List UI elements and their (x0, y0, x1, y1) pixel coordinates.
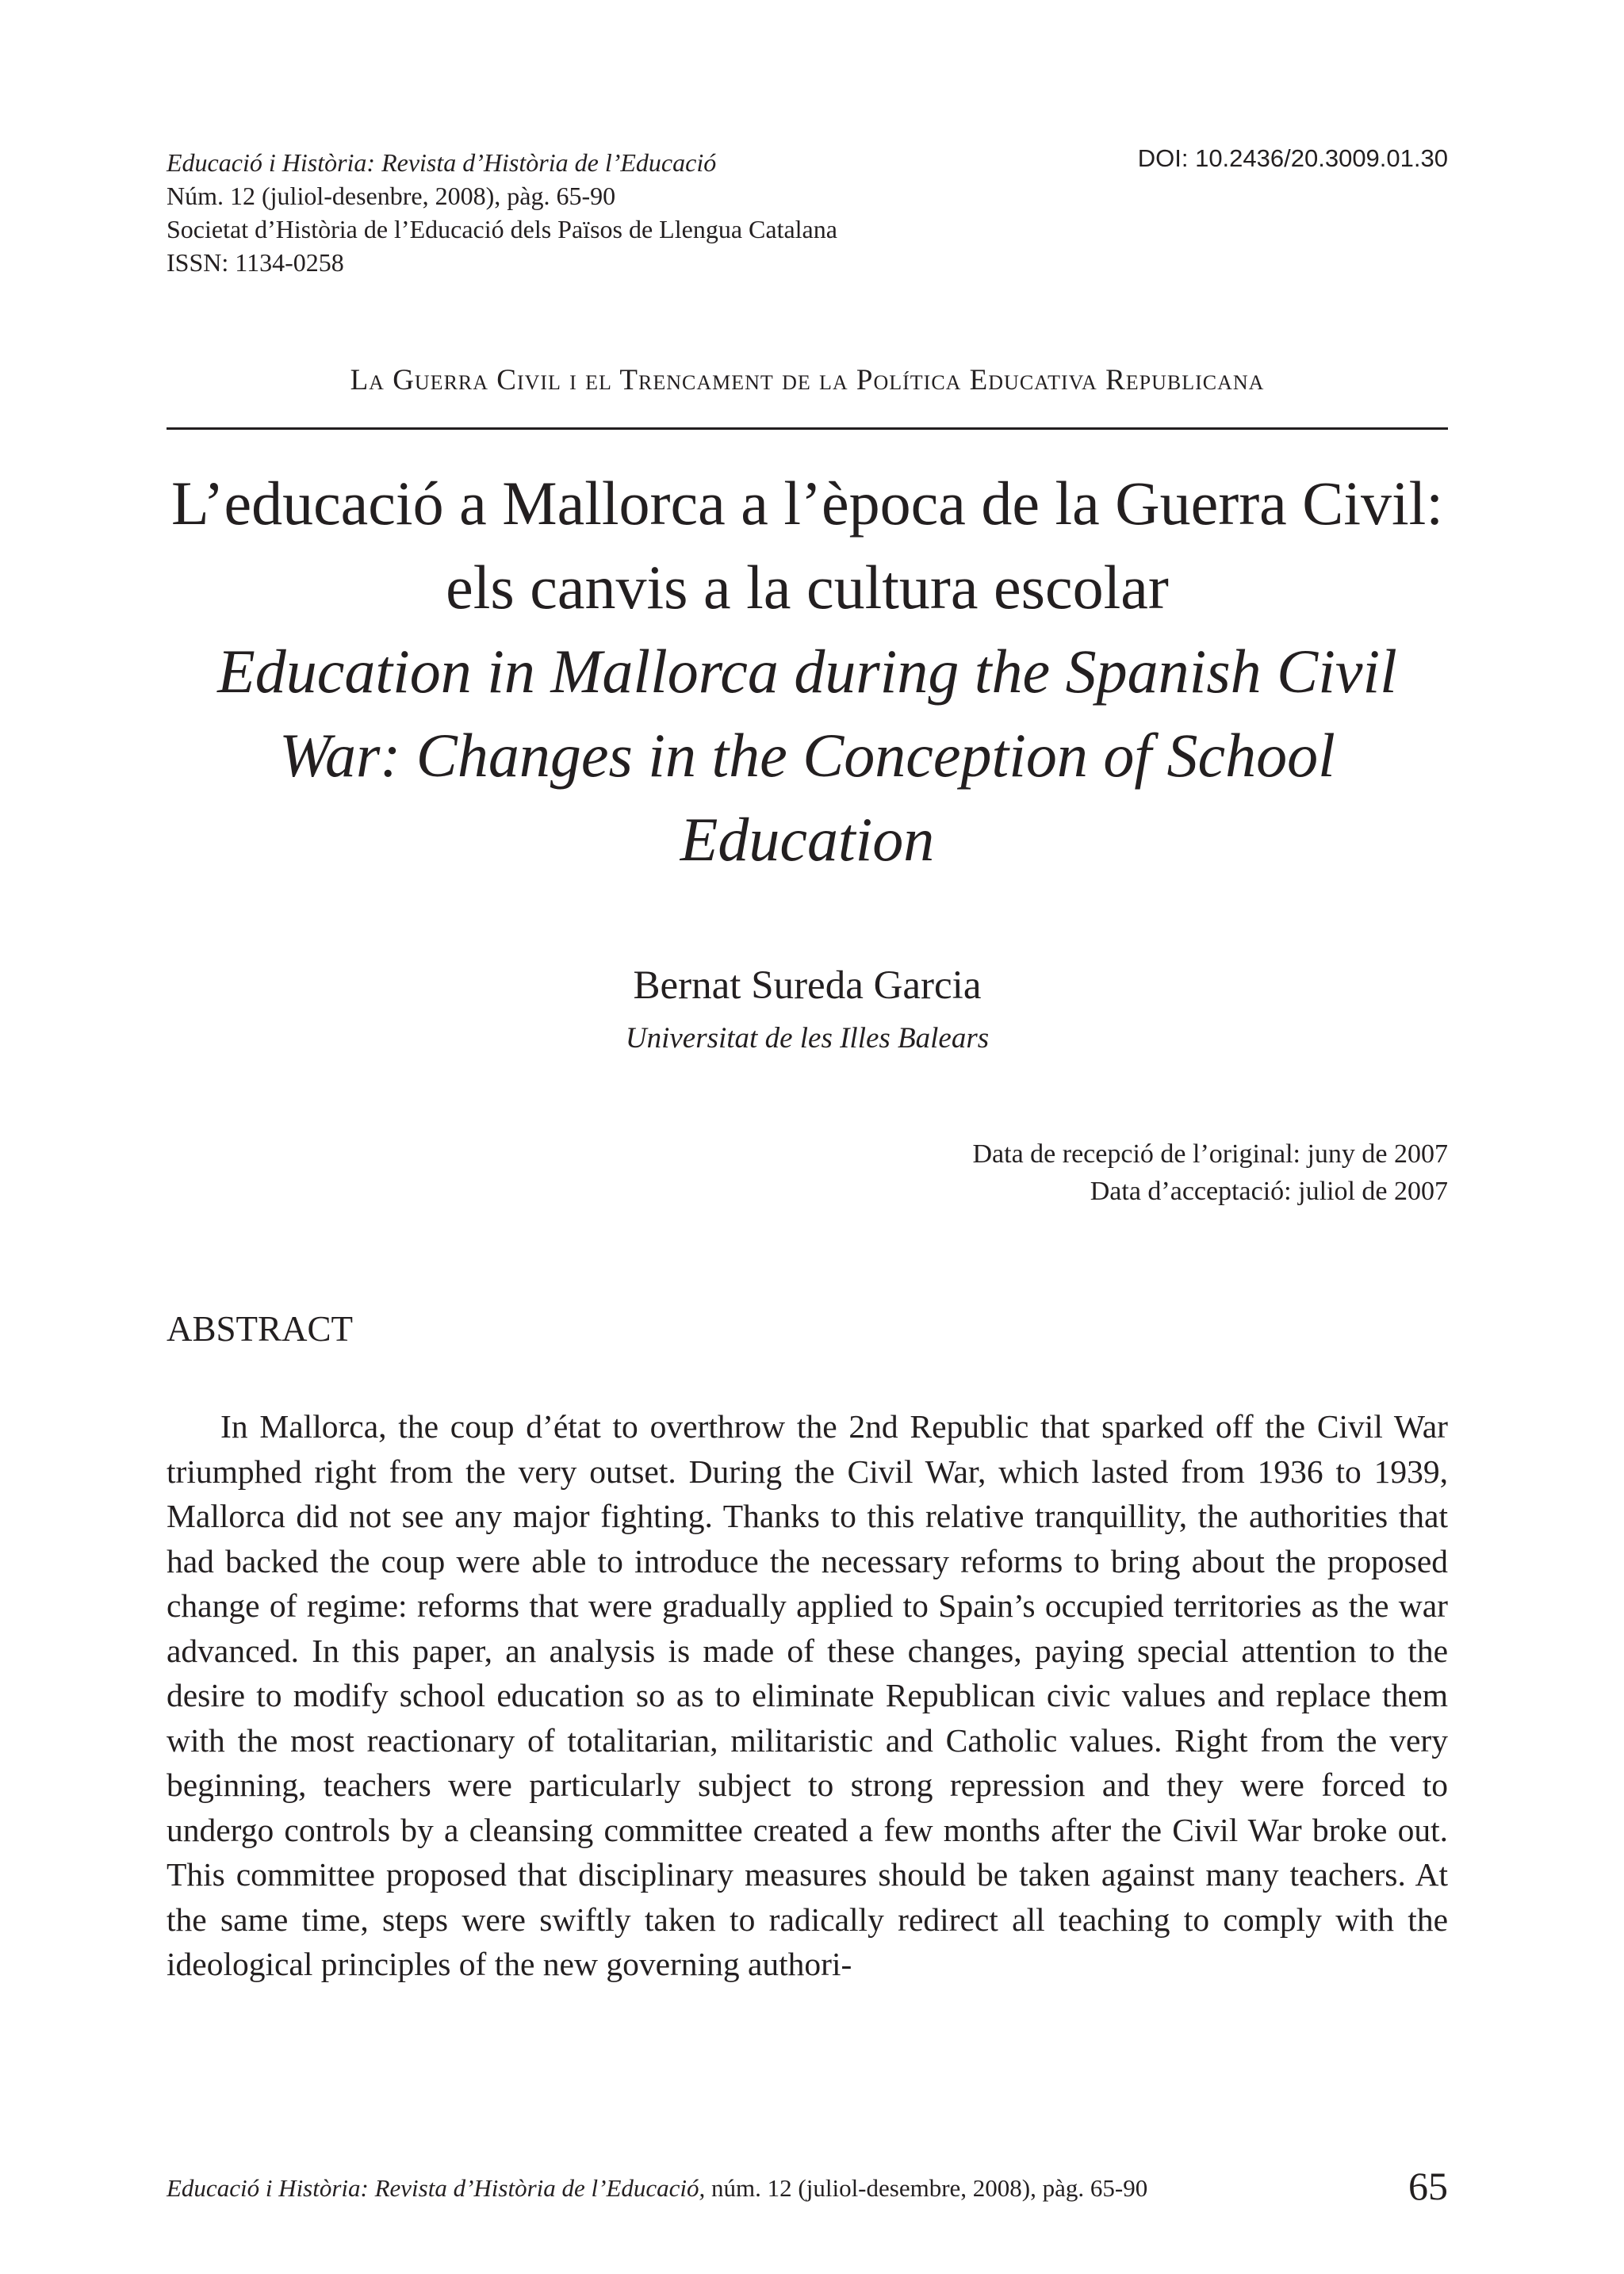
abstract-text: In Mallorca, the coup d’état to overthrow the 2nd Republic that sparked off the Civil War triumphed right from the very outset. During the Civil War, which lasted from 1936 to 1939, Mallorca did not see any major fighting. Thanks to this relative tranquillity, the authorities that had backed the coup were able to introduce the necessary reforms to bring about the proposed change of regime: reforms that were gradually applied to Spain’s occupied territories as the war advanced. In this paper, an analysis is made of these changes, paying special attention to the desire to modify school education so as to eliminate Republican civic values and replace them with the most reactionary of totalitarian, militaristic and Catholic values. Right from the very beginning, teachers were particularly subject to strong repression and they were forced to undergo controls by a cleansing committee created a few months after the Civil War broke out. This committee proposed that disciplinary measures should be taken against many teachers. At the same time, steps were swiftly taken to radically redirect all teaching to comply with the ideological principles of the new governing authori- (167, 1408, 1448, 1982)
abstract-heading: ABSTRACT (167, 1309, 354, 1349)
journal-issn: ISSN: 1134-0258 (167, 248, 344, 277)
title-block (167, 461, 1448, 882)
footer-journal: Educació i Història: Revista d’Història de l’Educació, (167, 2174, 706, 2202)
article-dates (973, 1135, 1449, 1210)
section-heading: La Guerra Civil i el Trencament de la Política Educativa Republicana (350, 364, 1265, 396)
journal-society: Societat d’Història de l’Educació dels Països de Llengua Catalana (167, 215, 837, 243)
author-name: Bernat Sureda Garcia (633, 963, 982, 1008)
journal-issue: Núm. 12 (juliol-desenbre, 2008), pàg. 65-90 (167, 182, 616, 210)
title-english: Education in Mallorca during the Spanish Civil War: Changes in the Conception of School Education (217, 637, 1397, 874)
received-date: Data de recepció de l’original: juny de 2007 (972, 1139, 1448, 1169)
footer-issue: núm. 12 (juliol-desembre, 2008), pàg. 65-90 (705, 2174, 1148, 2202)
journal-name: Educació i Història: Revista d’Història de l’Educació (167, 148, 717, 177)
accepted-date: Data d’acceptació: juliol de 2007 (1090, 1177, 1448, 1206)
page-number: 65 (1408, 2164, 1448, 2208)
journal-info (167, 146, 837, 279)
footer-citation (167, 2174, 1147, 2203)
title-catalan: L’educació a Mallorca a l’època de la Guerra Civil: els canvis a la cultura escolar (170, 469, 1444, 622)
author-affiliation: Universitat de les Illes Balears (625, 1022, 990, 1055)
section-divider (167, 427, 1448, 430)
doi: DOI: 10.2436/20.3009.01.30 (1137, 144, 1448, 172)
